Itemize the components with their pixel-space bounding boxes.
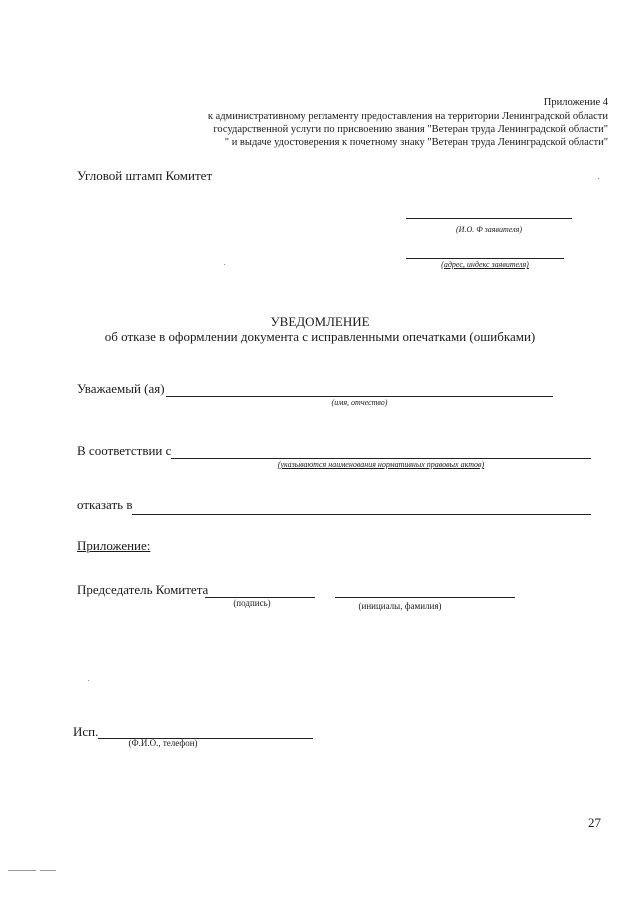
appendix-line-certificate: " и выдаче удостоверения к почетному знаку "Ветеран труда Ленинградской области" bbox=[224, 137, 608, 148]
scan-speck bbox=[88, 680, 89, 681]
notice-title: УВЕДОМЛЕНИЕ bbox=[270, 314, 370, 329]
appendix-number: Приложение 4 bbox=[543, 97, 608, 108]
applicant-name-line bbox=[406, 218, 572, 219]
name-caption: (инициалы, фамилия) bbox=[358, 601, 442, 611]
applicant-address-caption: (адрес, индекс заявителя) bbox=[441, 260, 529, 269]
according-label: В соответствии с bbox=[77, 443, 172, 458]
scan-speck bbox=[224, 264, 225, 265]
executor-caption: (Ф.И.О., телефон) bbox=[128, 738, 198, 748]
corner-stamp: Угловой штамп Комитет bbox=[77, 168, 213, 183]
appendix-line-regulation: к административному регламенту предоставления на территории Ленинградской области bbox=[207, 111, 608, 122]
refuse-label: отказать в bbox=[77, 497, 133, 512]
according-caption: (указываются наименования нормативных правовых актов) bbox=[277, 460, 485, 469]
appendix-line-service: государственной услуги по присвоению звания "Ветеран труда Ленинградской области" bbox=[213, 124, 608, 135]
scan-mark bbox=[40, 870, 56, 871]
executor-label: Исп. bbox=[73, 724, 99, 739]
applicant-name-caption: (И.О. Ф заявителя) bbox=[456, 225, 522, 234]
dear-line bbox=[166, 396, 553, 397]
name-line bbox=[335, 597, 515, 598]
scan-speck bbox=[598, 178, 599, 179]
scan-mark bbox=[8, 870, 36, 871]
dear-label: Уважаемый (ая) bbox=[77, 381, 165, 396]
according-line bbox=[171, 458, 591, 459]
chairman-label: Председатель Комитета bbox=[77, 582, 209, 597]
refuse-line bbox=[132, 514, 591, 515]
page-number: 27 bbox=[588, 815, 601, 830]
dear-caption: (имя, отчество) bbox=[331, 398, 388, 407]
signature-caption: (подпись) bbox=[233, 598, 271, 608]
applicant-address-line bbox=[406, 258, 564, 259]
attachment-label: Приложение: bbox=[77, 538, 151, 553]
notice-subtitle: об отказе в оформлении документа с исправленными опечатками (ошибками) bbox=[104, 329, 536, 344]
